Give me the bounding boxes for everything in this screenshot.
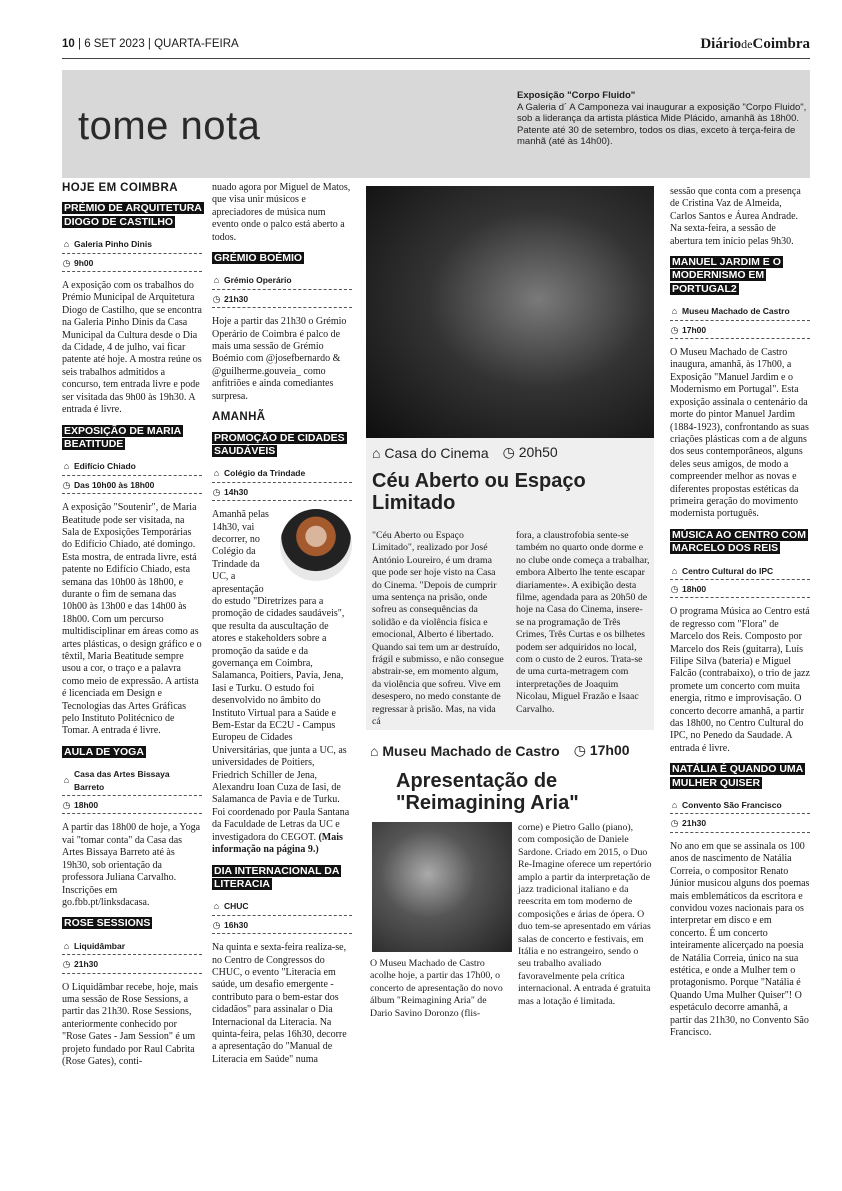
home-icon: ⌂ bbox=[213, 901, 220, 912]
event-title: PRÉMIO DE ARQUITETURA DIOGO DE CASTILHO bbox=[64, 202, 202, 228]
event-text: O programa Música ao Centro está de regresso com "Flora" de Marcelo dos Reis. Composto por Marcelo dos Reis (guitarra), Luís Filipe Silva (bateria) e Miguel Falcão (contrabaixo), o trio de jazz promete um concerto com muita energia, ritmo e improvisação. O concerto decorre amanhã, a partir das 18h00, no Centro Cultural do IPC, no Penedo da Saudade. A entrada é livre. bbox=[670, 606, 810, 754]
event-place: Centro Cultural do IPC bbox=[682, 565, 774, 576]
home-icon: ⌂ bbox=[63, 239, 70, 250]
clock-icon: ◷ bbox=[62, 257, 71, 268]
event-place: Liquidâmbar bbox=[74, 940, 126, 951]
event-title: AULA DE YOGA bbox=[64, 745, 144, 758]
feature-place: Museu Machado de Castro bbox=[382, 742, 560, 759]
kicker-hoje: HOJE EM COIMBRA bbox=[62, 182, 178, 194]
more-info-note: (Mais informação na página 9.) bbox=[212, 831, 343, 856]
event-place: Convento São Francisco bbox=[682, 800, 782, 811]
exposicao-text: A Galeria d´ A Camponeza vai inaugurar a exposição "Corpo Fluido", sob a liderança da artista plástica Mide Plácido, amanhã às 18h00. Patente até 30 de setembro, todos os dias, exceto à terça-feira de manhã (até às 14h00). bbox=[517, 101, 807, 147]
event-text: Na quinta e sexta-feira realiza-se, no Centro de Congressos do CHUC, o evento "Literacia em saúde, um desafio emergente - contributo para o bem-estar dos cidadãos" para assinalar o Dia Internacional da Literacia. Na quinta-feira, pelas 16h30, decorre a apresentação do "Manual de Literacia em Saúde" numa bbox=[212, 942, 347, 1065]
feature-cinema bbox=[366, 438, 654, 730]
issue-date: 6 SET 2023 bbox=[84, 38, 145, 50]
event-text: Hoje a partir das 21h30 o Grémio Operário de Coimbra é palco de mais uma sessão de Grémio Boémio com @josefbernardo & @guilherme.gouveia_ como anfitriões e ainda comediantes surpresa. bbox=[212, 316, 347, 402]
event-time: 18h00 bbox=[682, 583, 707, 594]
event-title: EXPOSIÇÃO DE MARIA BEATITUDE bbox=[64, 424, 182, 450]
home-icon: ⌂ bbox=[370, 742, 379, 759]
feature-time: 17h00 bbox=[589, 742, 630, 758]
event-title: NATÁLIA É QUANDO UMA MULHER QUISER bbox=[672, 763, 804, 789]
portrait-photo bbox=[280, 509, 352, 583]
event-time: 21h30 bbox=[74, 959, 99, 970]
home-icon: ⌂ bbox=[63, 775, 70, 786]
feature-museu bbox=[366, 738, 654, 1022]
event-time: Das 10h00 às 18h00 bbox=[74, 479, 155, 490]
newspaper-logo: DiáriodeCoimbra bbox=[700, 36, 810, 52]
event-time: 21h30 bbox=[682, 818, 707, 829]
event-text: O Liquidâmbar recebe, hoje, mais uma sessão de Rose Sessions, a partir das 21h30. Rose Sessions, anteriormente conhecido por "Rose Gates - Jam Session" é um projeto fundado por Raul Cabrita (Rose Gates), conti- bbox=[62, 981, 199, 1067]
event-title: MÚSICA AO CENTRO COM MARCELO DOS REIS bbox=[672, 528, 806, 555]
home-icon: ⌂ bbox=[213, 275, 220, 286]
home-icon: ⌂ bbox=[63, 940, 70, 951]
event-place: Galeria Pinho Dinis bbox=[74, 239, 152, 250]
event-place: Colégio da Trindade bbox=[224, 468, 306, 479]
clock-icon: ◷ bbox=[62, 800, 71, 811]
exposicao-note bbox=[517, 90, 809, 148]
page-header bbox=[62, 36, 810, 59]
home-icon: ⌂ bbox=[671, 306, 678, 317]
event-title: ROSE SESSIONS bbox=[64, 917, 151, 930]
event-text: A exposição com os trabalhos do Prémio Municipal de Arquitetura Diogo de Castilho, que se encontra na Galeria Pinho Dinis da Casa Municipal da Cultura desde o Dia da Cidade, 4 de julho, vai ficar patente até hoje. A mostra reúne os seis trabalhos admitidos a concurso, tem entrada livre e pode ser visitada das 9h00 às 19h30. A entrada é livre. bbox=[62, 280, 202, 416]
event-place: Grémio Operário bbox=[224, 275, 292, 286]
section-title: tome nota bbox=[78, 104, 261, 148]
feature-time: 20h50 bbox=[518, 444, 558, 460]
clock-icon: ◷ bbox=[502, 444, 515, 460]
continued-text: sessão que conta com a presença de Cristina Vaz de Almeida, Carlos Santos e Áurea Andrade. Na sexta-feira, a sessão de abertura tem início pelas 9h30. bbox=[670, 186, 801, 247]
event-time: 9h00 bbox=[74, 257, 94, 268]
event-title: PROMOÇÃO DE CIDADES SAUDÁVEIS bbox=[214, 431, 345, 457]
issue-weekday: QUARTA-FEIRA bbox=[154, 38, 239, 50]
clock-icon: ◷ bbox=[62, 479, 71, 490]
event-title: MANUEL JARDIM E O MODERNISMO EM PORTUGAL2 bbox=[672, 256, 781, 295]
event-text: A exposição "Soutenir", de Maria Beatitude pode ser visitada, na Sala de Exposições Temporárias do Edifício Chiado, até domingo. Esta mostra, de entrada livre, está patente no Edifício Chiado, esta semana das 10h00 às 18h00, e durante o fim de semana das 10h00 às 13h00 e das 14h00 às 18h00. Com um percurso multidisciplinar em áreas como as artes plásticas, o design gráfico e o têxtil, Maria Beatitude sempre usou a cor, o traço e a palavra como meio de expressão. A artista é licenciada em Design e Tecnologias das Artes Gráficas pelo Instituto Politécnico de Tomar. A entrada é livre. bbox=[62, 502, 202, 737]
event-time: 18h00 bbox=[74, 800, 99, 811]
event-time: 17h00 bbox=[682, 324, 707, 335]
event-title: DIA INTERNACIONAL DA LITERACIA bbox=[214, 864, 340, 890]
feature-text-right: fora, a claustrofobia sente-se também no quarto onde dorme e no clube onde começa a trabalhar, embora Alberto lhe tente escapar diariamente». A exibição desta filme, agendada para as 20h50 de hoje na Casa do Cinema, insere-se na programação de Três Crimes, Três Curtas e os bilhetes podem ser adquiridos no local, com o custo de 2 euros. Trata-se de uma curta-metragem com interpretações de Joaquim Nicolau, Miguel Frazão e Isaac Carvalho. bbox=[516, 530, 650, 715]
event-text: Amanhã pelas 14h30, vai decorrer, no Colégio da Trindade da UC, a apresentação do estudo "Diretrizes para a promoção de cidades saudáveis", que resulta da auscultação de atores e stakeholders sobre a promoção da saúde e da governança em Coimbra, Salamanca, Poitiers, Pavia, Jena, Iasi e Turku. O estudo foi desenvolvido no âmbito do Instituto Virtual para a Saúde e Bem-Estar da EC2U - Campus Europeu de Cidades Universitárias, que junta a UC, as universidades de Poitiers, Friedrich Schiller de Jena, Alexandru Ioan Cuza de Iasi, de Salamanca de Pavia e de Turku. Foi coordenado por Paula Santana da Faculdade de Letras da UC e investigadora do CEGOT. bbox=[212, 509, 350, 843]
home-icon: ⌂ bbox=[63, 461, 70, 472]
event-text: O Museu Machado de Castro inaugura, amanhã, às 17h00, a Exposição "Manuel Jardim e o Modernismo em Portugal". Esta exposição assinala o centenário da morte do pintor Manuel Jardim (1884-1923), confrontando as suas criações plásticas com a de alguns dos seus contemporâneos, alguns deles seus amigos, de modo a compreender melhor as novas e diferentes propostas estéticas da primeira geração do movimento modernista português. bbox=[670, 347, 809, 520]
continued-text: nuado agora por Miguel de Matos, que visa unir músicos e apreciadores de música num evento onde o palco está aberto a todos. bbox=[212, 182, 351, 243]
feature-text-left: "Céu Aberto ou Espaço Limitado", realizado por José António Loureiro, é um drama que pode ser hoje visto na Casa do Cinema. "Depois de cumprir uma sentença na prisão, onde sofreu as consequências da solidão e da violência física e emocional, Alberto é libertado. Quando sai tem um ar destruído, frágil e submisso, e não consegue abstrair-se, em momento algum, da violência que sofreu. Vive em desespero, no medo constante de regressar à prisão. Mas, na vida cá bbox=[372, 530, 504, 728]
event-text: A partir das 18h00 de hoje, a Yoga vai "tomar conta" da Casa das Artes Bissaya Barreto até às 19h30, sob orientação da professora Juliana Carvalho. Inscrições em go.fbb.pt/linksdacasa. bbox=[62, 822, 201, 908]
event-title: GRÉMIO BOÉMIO bbox=[214, 252, 303, 265]
clock-icon: ◷ bbox=[212, 293, 221, 304]
feature-title: Apresentação de "Reimagining Aria" bbox=[396, 770, 579, 814]
concert-photo bbox=[372, 822, 512, 952]
event-time: 14h30 bbox=[224, 486, 249, 497]
feature-text-left: O Museu Machado de Castro acolhe hoje, a partir das 17h00, o concerto de apresentação do novo álbum "Reimagining Aria" de Dario Savino Doronzo (flis- bbox=[370, 958, 503, 1019]
feature-place: Casa do Cinema bbox=[384, 444, 489, 461]
exposicao-title: Exposição "Corpo Fluido" bbox=[517, 90, 636, 101]
event-time: 21h30 bbox=[224, 293, 249, 304]
clock-icon: ◷ bbox=[573, 742, 586, 758]
clock-icon: ◷ bbox=[670, 583, 679, 594]
column-right bbox=[670, 186, 810, 1047]
clock-icon: ◷ bbox=[62, 959, 71, 970]
clock-icon: ◷ bbox=[670, 818, 679, 829]
kicker-amanha: AMANHÃ bbox=[212, 411, 266, 424]
event-place: CHUC bbox=[224, 901, 249, 912]
event-place: Museu Machado de Castro bbox=[682, 306, 790, 317]
clock-icon: ◷ bbox=[212, 919, 221, 930]
page-number: 10 bbox=[62, 38, 75, 50]
event-place: Casa das Artes Bissaya Barreto bbox=[73, 769, 170, 792]
event-time: 16h30 bbox=[224, 919, 249, 930]
feature-text-right: corne) e Pietro Gallo (piano), com composição de Daniele Sardone. Criado em 2015, o Duo Re-Imagine oferece um repertório amplo a partir da interpretação de jazz tradicional italiano e da reescrita em tom moderno de composições e árias de ópera. O duo tem-se apresentado em várias salas de concerto e festivais, em Itália e no estrangeiro, sendo o seu trabalho avaliado favoravelmente pela crítica internacional. A entrada é gratuita mas a lotação é limitada. bbox=[518, 822, 652, 1007]
clock-icon: ◷ bbox=[212, 486, 221, 497]
header-info: 10 | 6 SET 2023 | QUARTA-FEIRA bbox=[62, 38, 239, 50]
home-icon: ⌂ bbox=[213, 468, 220, 479]
home-icon: ⌂ bbox=[671, 800, 678, 811]
clock-icon: ◷ bbox=[670, 324, 679, 335]
event-text: No ano em que se assinala os 100 anos de nascimento de Natália Correia, o compositor Renato Júnior musicou alguns dos poemas mais emblemáticos da escritora e convidou vozes nacionais para os interpretar em disco e em concerto. É um concerto inteiramente alicerçado na poesia de Natália Correia, único na sua estética, e onde a Mulher tem o protagonismo. Porque "Natália é Quando Uma Mulher Quiser"! O espetáculo decorre amanhã, a partir das 21h30, no Convento São Francisco. bbox=[670, 840, 810, 1038]
home-icon: ⌂ bbox=[372, 444, 381, 461]
feature-title: Céu Aberto ou Espaço Limitado bbox=[372, 470, 586, 514]
column-amanha bbox=[212, 182, 352, 1074]
home-icon: ⌂ bbox=[671, 565, 678, 576]
person-photo bbox=[280, 509, 352, 581]
film-still-photo bbox=[366, 186, 654, 438]
column-hoje bbox=[62, 182, 202, 1076]
event-place: Edifício Chiado bbox=[74, 461, 136, 472]
